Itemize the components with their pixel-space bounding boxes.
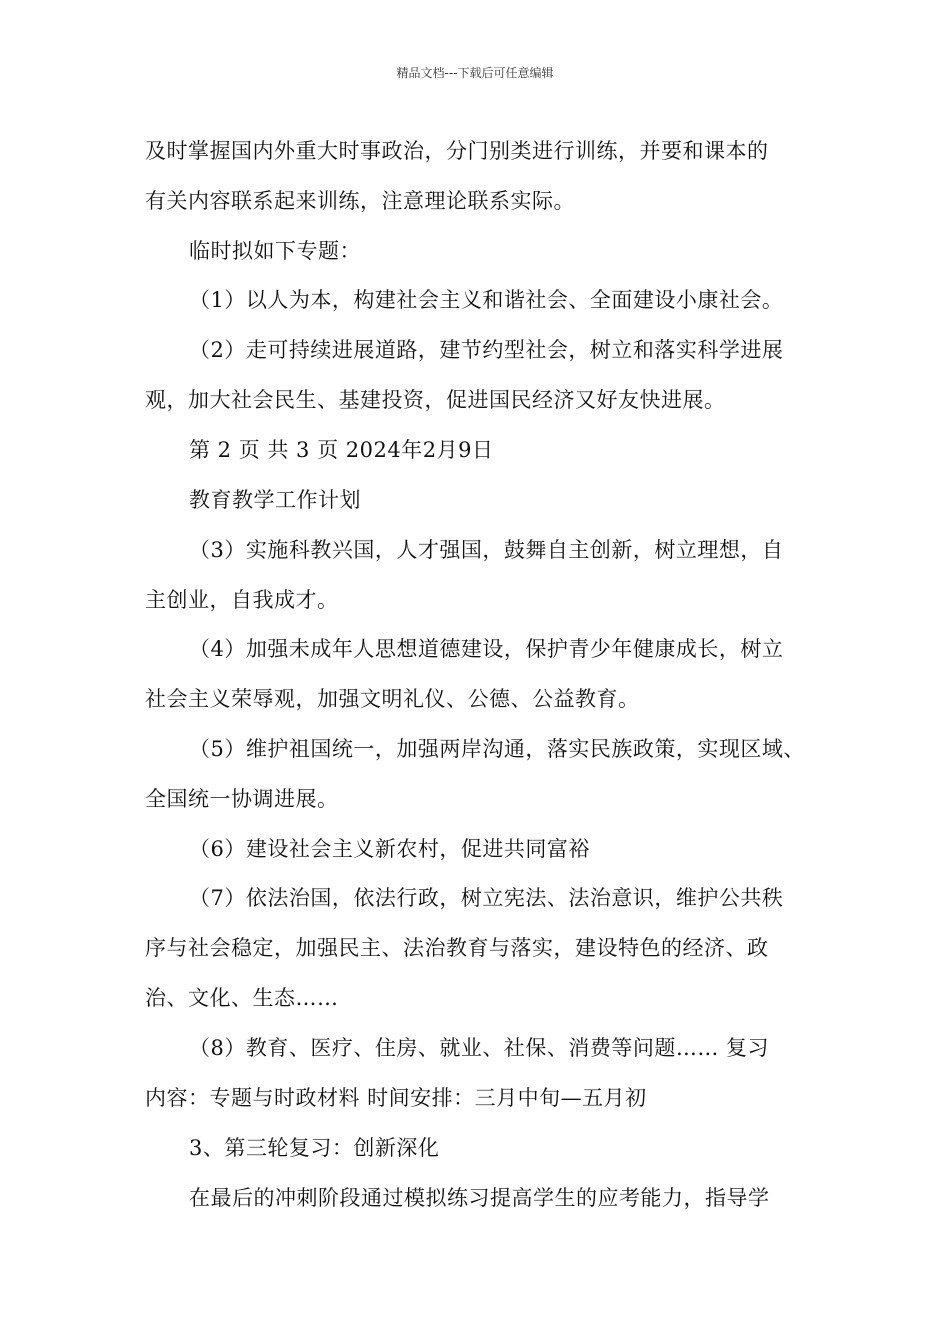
paragraph-line: 临时拟如下专题：	[189, 239, 361, 263]
paragraph-line: 序与社会稳定，加强民主、法治教育与落实，建设特色的经济、政	[145, 936, 769, 960]
paragraph-line: 有关内容联系起来训练，注意理论联系实际。	[145, 189, 575, 213]
list-item-3: （3）实施科教兴国，人才强国，鼓舞自主创新，树立理想，自	[189, 538, 784, 562]
section-heading: 3、第三轮复习：创新深化	[189, 1136, 440, 1160]
paragraph-line: 及时掌握国内外重大时事政治，分门别类进行训练，并要和课本的	[145, 139, 769, 163]
paragraph-line: 社会主义荣辱观，加强文明礼仪、公德、公益教育。	[145, 687, 640, 711]
page-header: 精品文档---下载后可任意编辑	[396, 66, 554, 80]
list-item-1: （1）以人为本，构建社会主义和谐社会、全面建设小康社会。	[189, 288, 784, 312]
paragraph-line: 治、文化、生态……	[145, 986, 339, 1010]
list-item-6: （6）建设社会主义新农村，促进共同富裕	[189, 837, 590, 861]
list-item-4: （4）加强未成年人思想道德建设，保护青少年健康成长，树立	[189, 637, 784, 661]
paragraph-line: 全国统一协调进展。	[145, 787, 339, 811]
page-footer-info: 第 2 页 共 3 页 2024年2月9日	[189, 438, 494, 462]
list-item-2: （2）走可持续进展道路，建节约型社会，树立和落实科学进展	[189, 338, 784, 362]
list-item-7: （7）依法治国，依法行政，树立宪法、法治意识，维护公共秩	[189, 886, 784, 910]
list-item-5: （5）维护祖国统一，加强两岸沟通，落实民族政策，实现区域、	[189, 737, 805, 761]
list-item-8: （8）教育、医疗、住房、就业、社保、消费等问题…… 复习	[189, 1036, 770, 1060]
paragraph-line: 在最后的冲刺阶段通过模拟练习提高学生的应考能力，指导学	[189, 1186, 770, 1210]
paragraph-line: 观，加大社会民生、基建投资，促进国民经济又好友快进展。	[145, 388, 726, 412]
paragraph-line: 主创业，自我成才。	[145, 588, 339, 612]
paragraph-line: 内容：专题与时政材料 时间安排：三月中旬—五月初	[145, 1086, 647, 1110]
document-title: 教育教学工作计划	[189, 488, 361, 512]
